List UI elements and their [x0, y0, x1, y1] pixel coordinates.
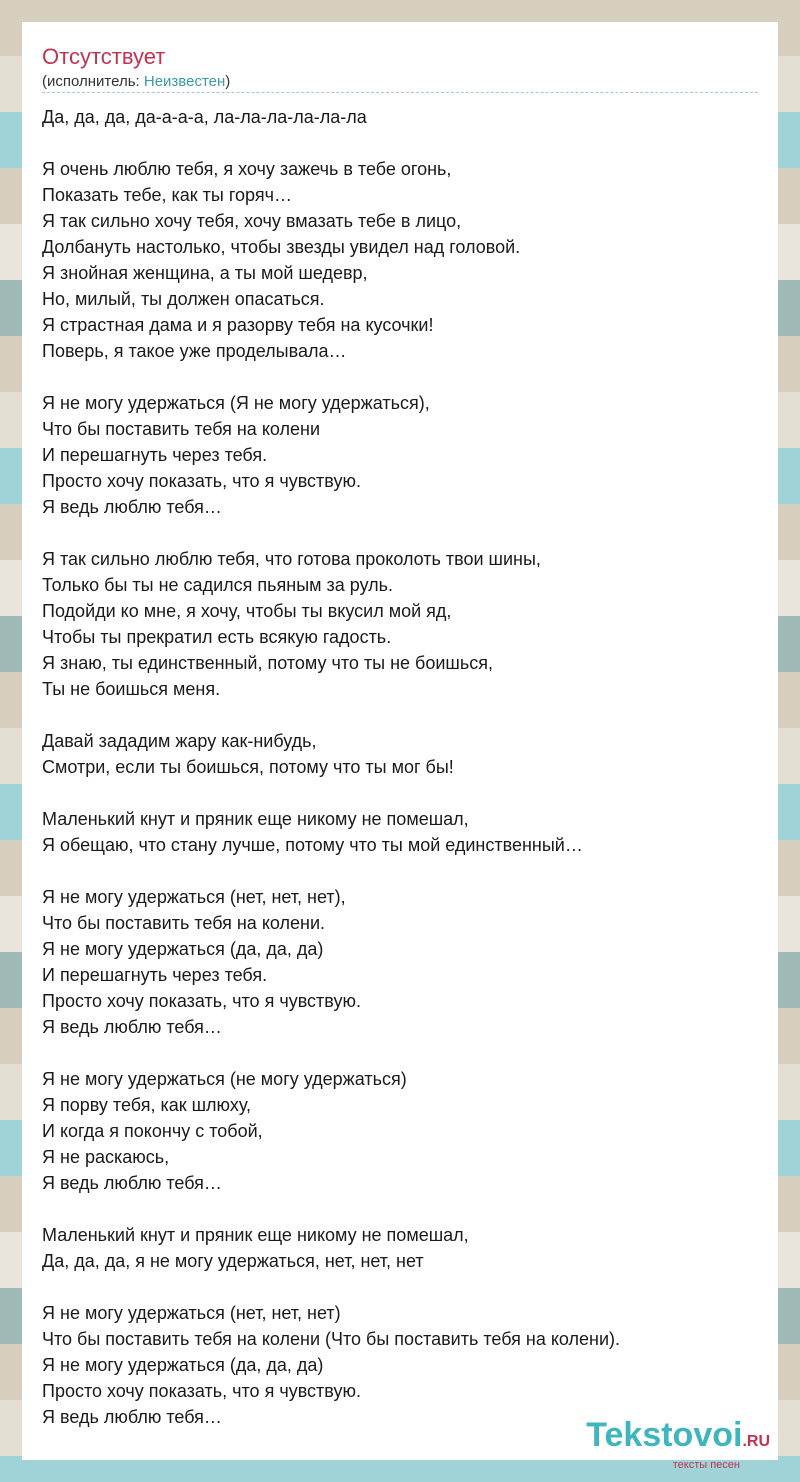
lyric-line: Маленький кнут и пряник еще никому не помешал,	[42, 809, 469, 829]
stanza-break	[42, 130, 758, 156]
artist-link[interactable]: Неизвестен	[143, 73, 226, 90]
stanza-break	[42, 702, 758, 728]
lyric-line: Поверь, я такое уже проделывала…	[42, 341, 347, 361]
lyric-line: Я знойная женщина, а ты мой шедевр,	[42, 263, 368, 283]
title-divider	[42, 92, 758, 93]
lyric-line: Я очень люблю тебя, я хочу зажечь в тебе огонь,	[42, 159, 452, 179]
lyric-line: Я не могу удержаться (нет, нет, нет),	[42, 887, 346, 907]
lyric-line: Что бы поставить тебя на колени.	[42, 913, 326, 933]
stanza-break	[42, 364, 758, 390]
lyric-line: Только бы ты не садился пьяным за руль.	[42, 575, 394, 595]
song-title: Отсутствует	[42, 44, 166, 69]
lyric-line: Я не могу удержаться (да, да, да)	[42, 939, 324, 959]
lyric-line: Да, да, да, я не могу удержаться, нет, нет, нет	[42, 1251, 424, 1271]
lyric-line: Я так сильно хочу тебя, хочу вмазать тебе в лицо,	[42, 211, 462, 231]
logo-tld: .RU	[742, 1433, 770, 1450]
lyric-line: Долбануть настолько, чтобы звезды увидел над головой.	[42, 237, 521, 257]
lyric-line: Я не могу удержаться (нет, нет, нет)	[42, 1303, 341, 1323]
lyric-line: Давай зададим жару как-нибудь,	[42, 731, 317, 751]
lyric-line: Я не могу удержаться (не могу удержаться)	[42, 1069, 407, 1089]
lyrics-card	[22, 22, 778, 1471]
logo-name: Tekstovoi	[586, 1416, 743, 1454]
lyric-line: Просто хочу показать, что я чувствую.	[42, 991, 361, 1011]
stanza-break	[42, 1196, 758, 1222]
stanza-break	[42, 1274, 758, 1300]
lyric-line: И когда я покончу с тобой,	[42, 1121, 263, 1141]
lyric-line: Но, милый, ты должен опасаться.	[42, 289, 325, 309]
lyric-line: Я порву тебя, как шлюху,	[42, 1095, 252, 1115]
lyric-line: Я страстная дама и я разорву тебя на кусочки!	[42, 315, 434, 335]
artist-line	[42, 73, 230, 90]
lyric-line: Я ведь люблю тебя…	[42, 497, 222, 517]
lyric-line: Просто хочу показать, что я чувствую.	[42, 1381, 361, 1401]
lyric-line: Показать тебе, как ты горяч…	[42, 185, 292, 205]
lyric-line: Я обещаю, что стану лучше, потому что ты мой единственный…	[42, 835, 583, 855]
lyric-line: Просто хочу показать, что я чувствую.	[42, 471, 361, 491]
stanza-break	[42, 780, 758, 806]
lyric-line: И перешагнуть через тебя.	[42, 965, 268, 985]
stanza-break	[42, 858, 758, 884]
lyric-line: Маленький кнут и пряник еще никому не помешал,	[42, 1225, 469, 1245]
lyric-line: Да, да, да, да-а-а-а, ла-ла-ла-ла-ла-ла	[42, 107, 367, 127]
lyric-line: Что бы поставить тебя на колени (Что бы поставить тебя на колени).	[42, 1329, 621, 1349]
artist-prefix: (исполнитель:	[42, 73, 144, 90]
lyric-line: Чтобы ты прекратил есть всякую гадость.	[42, 627, 392, 647]
stanza-break	[42, 520, 758, 546]
site-logo[interactable]	[586, 1418, 770, 1471]
lyric-line: Ты не боишься меня.	[42, 679, 221, 699]
lyric-line: Я не могу удержаться (Я не могу удержаться),	[42, 393, 430, 413]
lyric-line: Смотри, если ты боишься, потому что ты мог бы!	[42, 757, 454, 777]
lyrics-text	[42, 104, 758, 1430]
lyric-line: Я ведь люблю тебя…	[42, 1407, 222, 1427]
lyric-line: Подойди ко мне, я хочу, чтобы ты вкусил мой яд,	[42, 601, 452, 621]
logo-tagline: тексты песен	[672, 1459, 740, 1471]
lyric-line: Что бы поставить тебя на колени	[42, 419, 321, 439]
stanza-break	[42, 1040, 758, 1066]
lyric-line: И перешагнуть через тебя.	[42, 445, 268, 465]
lyric-line: Я ведь люблю тебя…	[42, 1017, 222, 1037]
lyric-line: Я ведь люблю тебя…	[42, 1173, 222, 1193]
lyric-line: Я не могу удержаться (да, да, да)	[42, 1355, 324, 1375]
artist-suffix: )	[225, 73, 231, 90]
lyric-line: Я не раскаюсь,	[42, 1147, 170, 1167]
lyric-line: Я знаю, ты единственный, потому что ты не боишься,	[42, 653, 493, 673]
lyric-line: Я так сильно люблю тебя, что готова проколоть твои шины,	[42, 549, 541, 569]
